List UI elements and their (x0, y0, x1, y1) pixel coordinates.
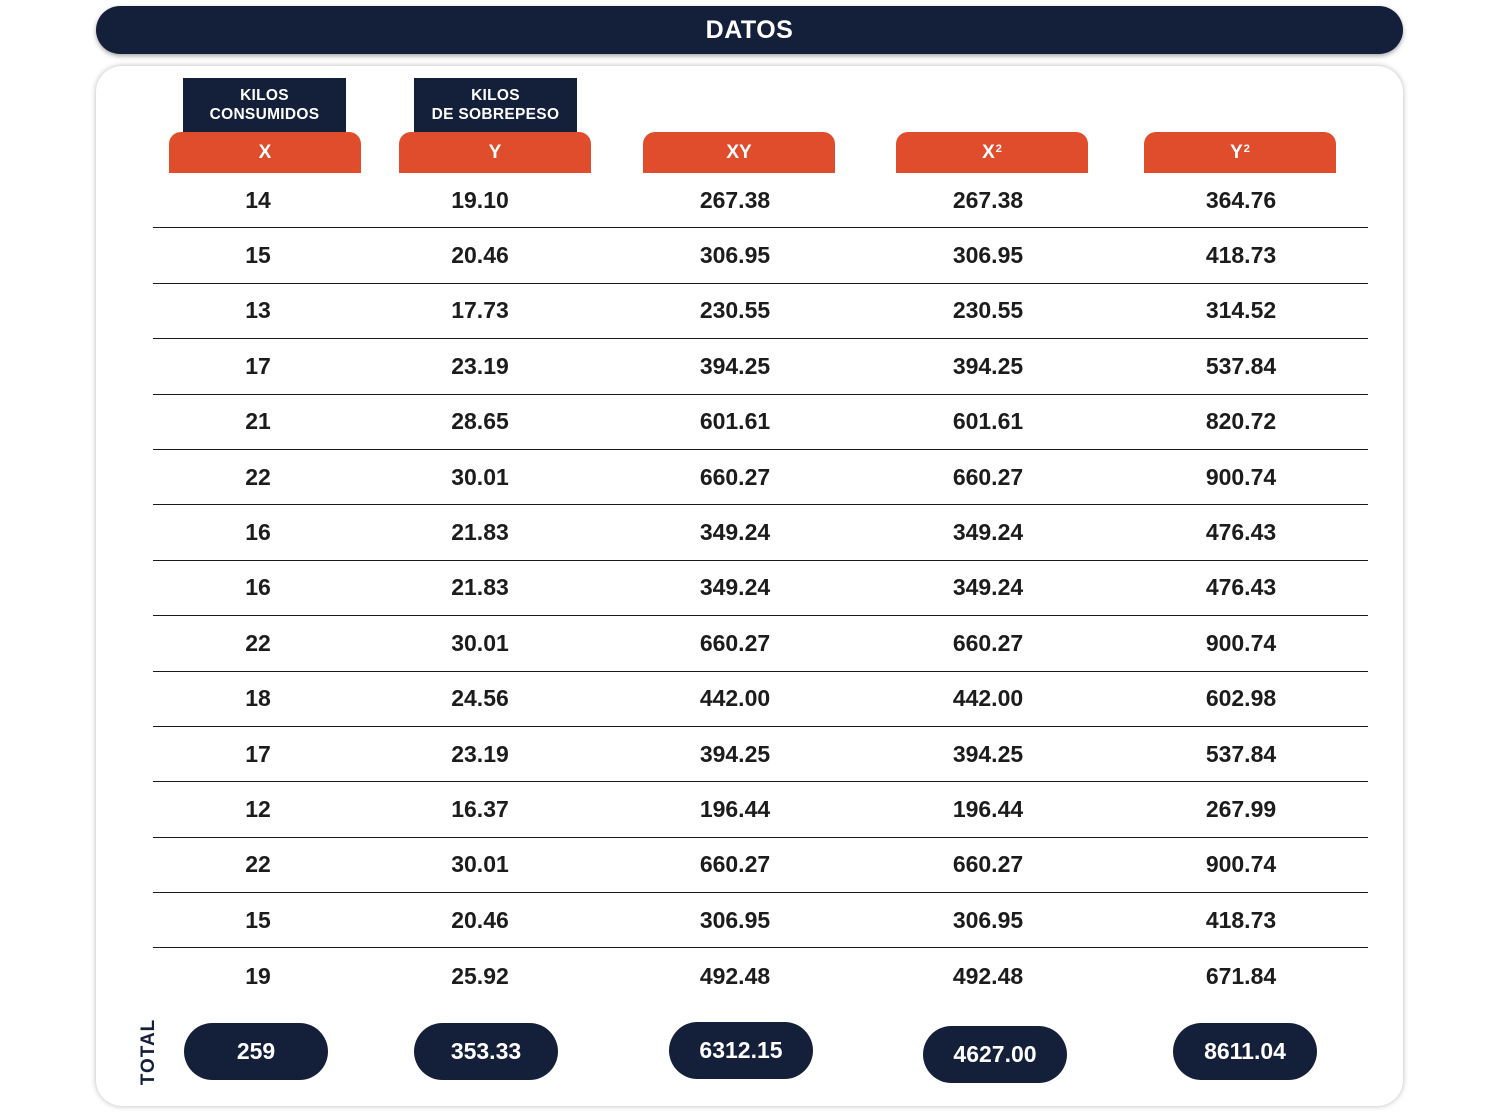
cell-y-squared: 537.84 (1205, 352, 1277, 379)
cell-y-squared: 537.84 (1205, 740, 1277, 767)
table-row (153, 948, 1368, 1003)
cell-x-squared: 306.95 (952, 242, 1024, 269)
cell-y-squared: 476.43 (1205, 574, 1277, 601)
cell-x: 21 (245, 408, 271, 435)
cell-y: 17.73 (451, 297, 509, 324)
table-row (153, 505, 1368, 560)
column-header-xy-label: XY (726, 141, 752, 163)
total-y-squared: 8611.04 (1173, 1023, 1317, 1080)
total-x-squared: 4627.00 (923, 1026, 1067, 1083)
cell-xy: 394.25 (699, 352, 771, 379)
table-body (153, 173, 1368, 1004)
y-descriptor-line-2: DE SOBREPESO (431, 106, 560, 123)
cell-xy: 660.27 (699, 629, 771, 656)
page-title: DATOS (96, 6, 1403, 54)
table-row (153, 395, 1368, 450)
cell-x: 18 (245, 685, 271, 712)
cell-x-squared: 394.25 (952, 352, 1024, 379)
table-row (153, 450, 1368, 505)
cell-x: 15 (245, 906, 271, 933)
cell-y: 20.46 (451, 242, 509, 269)
total-xy: 6312.15 (669, 1022, 813, 1079)
cell-y-squared: 364.76 (1205, 186, 1277, 213)
cell-x: 12 (245, 795, 271, 822)
cell-xy: 492.48 (699, 962, 771, 989)
column-header-y-squared-label: Y (1230, 141, 1243, 163)
cell-y: 25.92 (451, 962, 509, 989)
cell-x-squared: 492.48 (952, 962, 1024, 989)
column-header-y-squared-exponent: 2 (1243, 142, 1250, 155)
table-row (153, 616, 1368, 671)
cell-xy: 196.44 (699, 795, 771, 822)
cell-y: 16.37 (451, 795, 509, 822)
table-row (153, 284, 1368, 339)
cell-x-squared: 267.38 (952, 186, 1024, 213)
x-descriptor-label (183, 78, 346, 132)
cell-x-squared: 660.27 (952, 629, 1024, 656)
total-x: 259 (184, 1023, 328, 1080)
cell-xy: 230.55 (699, 297, 771, 324)
cell-y: 28.65 (451, 408, 509, 435)
cell-x-squared: 394.25 (952, 740, 1024, 767)
cell-xy: 442.00 (699, 685, 771, 712)
cell-y-squared: 476.43 (1205, 519, 1277, 546)
totals-label: TOTAL (138, 1018, 159, 1086)
table-row (153, 893, 1368, 948)
cell-y-squared: 418.73 (1205, 242, 1277, 269)
cell-x: 16 (245, 574, 271, 601)
column-header-x-squared-label: X (982, 141, 995, 163)
cell-y: 19.10 (451, 186, 509, 213)
table-row (153, 561, 1368, 616)
cell-y-squared: 602.98 (1205, 685, 1277, 712)
cell-x-squared: 660.27 (952, 463, 1024, 490)
column-header-y-squared (1144, 132, 1336, 173)
table-row (153, 838, 1368, 893)
cell-xy: 267.38 (699, 186, 771, 213)
column-header-x-squared (896, 132, 1088, 173)
column-header-x (169, 132, 361, 173)
cell-y: 24.56 (451, 685, 509, 712)
cell-x: 17 (245, 740, 271, 767)
table-row (153, 228, 1368, 283)
cell-y-squared: 418.73 (1205, 906, 1277, 933)
cell-x-squared: 306.95 (952, 906, 1024, 933)
cell-xy: 306.95 (699, 906, 771, 933)
cell-x: 16 (245, 519, 271, 546)
cell-y: 21.83 (451, 519, 509, 546)
cell-xy: 306.95 (699, 242, 771, 269)
cell-x-squared: 660.27 (952, 851, 1024, 878)
cell-xy: 349.24 (699, 519, 771, 546)
cell-xy: 660.27 (699, 463, 771, 490)
column-header-y-label: Y (488, 141, 502, 163)
x-descriptor-line-2: CONSUMIDOS (209, 106, 320, 123)
cell-xy: 349.24 (699, 574, 771, 601)
y-descriptor-label (414, 78, 577, 132)
cell-x-squared: 601.61 (952, 408, 1024, 435)
table-row (153, 727, 1368, 782)
cell-y: 21.83 (451, 574, 509, 601)
cell-y: 30.01 (451, 851, 509, 878)
cell-y-squared: 900.74 (1205, 629, 1277, 656)
table-row (153, 672, 1368, 727)
cell-y: 23.19 (451, 740, 509, 767)
total-y: 353.33 (414, 1023, 558, 1080)
cell-y-squared: 267.99 (1205, 795, 1277, 822)
x-descriptor-line-1: KILOS (240, 87, 289, 104)
cell-y: 23.19 (451, 352, 509, 379)
cell-x-squared: 349.24 (952, 574, 1024, 601)
cell-x: 14 (245, 186, 271, 213)
cell-x: 22 (245, 851, 271, 878)
cell-x: 22 (245, 463, 271, 490)
cell-y-squared: 900.74 (1205, 851, 1277, 878)
cell-xy: 394.25 (699, 740, 771, 767)
y-descriptor-line-1: KILOS (471, 87, 520, 104)
cell-y: 30.01 (451, 629, 509, 656)
cell-x: 17 (245, 352, 271, 379)
table-row (153, 173, 1368, 228)
cell-x: 22 (245, 629, 271, 656)
cell-y: 20.46 (451, 906, 509, 933)
cell-x-squared: 230.55 (952, 297, 1024, 324)
column-header-x-squared-exponent: 2 (995, 142, 1002, 155)
cell-y-squared: 314.52 (1205, 297, 1277, 324)
cell-x-squared: 349.24 (952, 519, 1024, 546)
table-row (153, 782, 1368, 837)
column-header-xy (643, 132, 835, 173)
cell-y: 30.01 (451, 463, 509, 490)
cell-y-squared: 671.84 (1205, 962, 1277, 989)
column-header-x-label: X (258, 141, 272, 163)
column-header-y (399, 132, 591, 173)
table-row (153, 339, 1368, 394)
cell-x: 15 (245, 242, 271, 269)
cell-xy: 601.61 (699, 408, 771, 435)
cell-x-squared: 196.44 (952, 795, 1024, 822)
cell-xy: 660.27 (699, 851, 771, 878)
cell-x: 19 (245, 962, 271, 989)
cell-x: 13 (245, 297, 271, 324)
cell-x-squared: 442.00 (952, 685, 1024, 712)
cell-y-squared: 820.72 (1205, 408, 1277, 435)
cell-y-squared: 900.74 (1205, 463, 1277, 490)
